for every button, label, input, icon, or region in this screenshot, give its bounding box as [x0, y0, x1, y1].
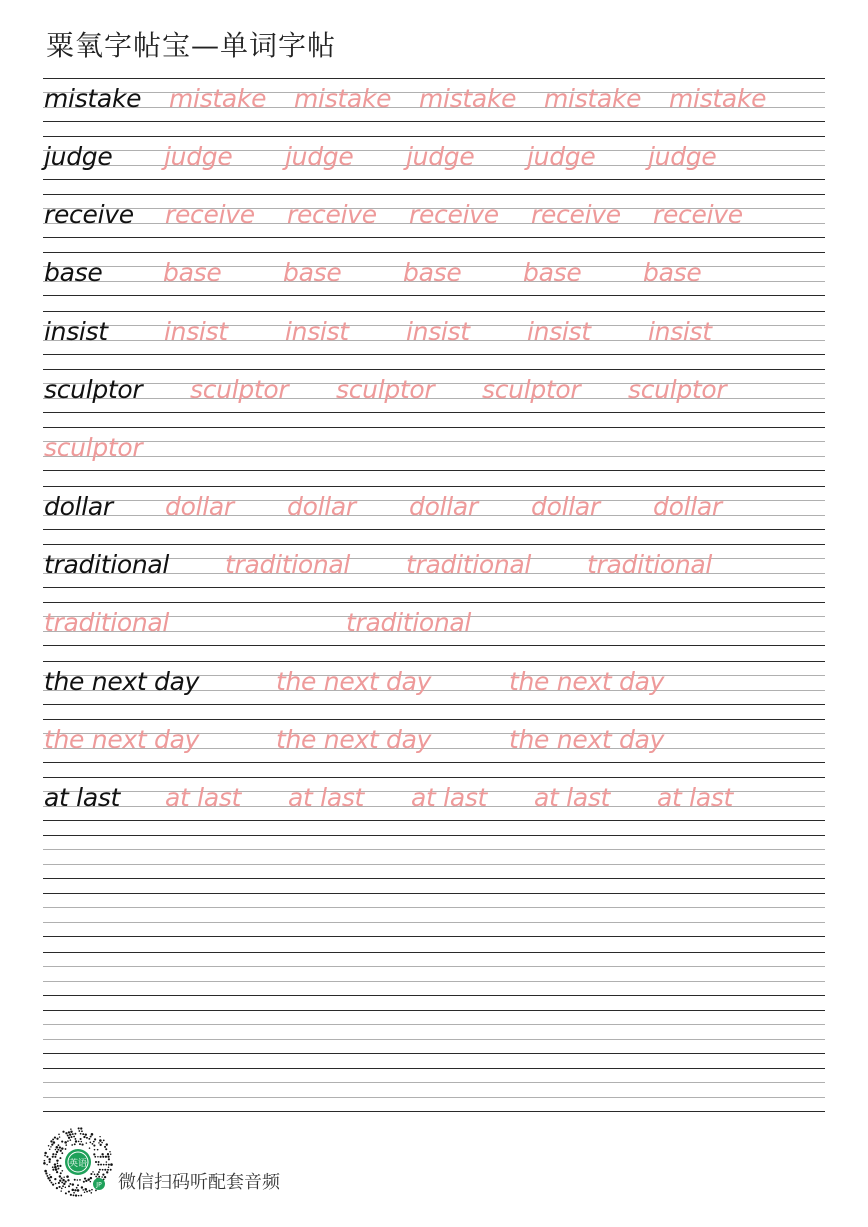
tracing-word: mistake	[669, 84, 767, 113]
model-word: the next day	[44, 667, 200, 696]
writing-row	[43, 194, 825, 238]
tracing-word: traditional	[346, 608, 472, 637]
tracing-word: mistake	[294, 84, 392, 113]
ruled-line	[43, 354, 825, 355]
ruled-line	[43, 136, 825, 137]
ruled-line	[43, 544, 825, 545]
badge-text: 英语	[68, 1159, 88, 1169]
ruled-line	[43, 966, 825, 967]
ruled-line	[43, 179, 825, 180]
ruled-line	[43, 194, 825, 195]
writing-row	[43, 427, 825, 471]
ruled-line	[43, 719, 825, 720]
tracing-word: insist	[527, 317, 591, 346]
ruled-line	[43, 369, 825, 370]
tracing-word: receive	[165, 200, 255, 229]
tracing-word: mistake	[169, 84, 267, 113]
ruled-line	[43, 1082, 825, 1083]
ruled-line	[43, 456, 825, 457]
ruled-line	[43, 922, 825, 923]
ruled-line	[43, 820, 825, 821]
tracing-word: at last	[534, 783, 611, 812]
writing-row	[43, 777, 825, 821]
writing-row	[43, 719, 825, 763]
ruled-line	[43, 952, 825, 953]
model-word: at last	[44, 783, 121, 812]
ruled-line	[43, 529, 825, 530]
tracing-word: base	[523, 258, 582, 287]
model-word: base	[44, 258, 103, 287]
model-word: traditional	[44, 550, 170, 579]
writing-row	[43, 1010, 825, 1054]
tracing-word: sculptor	[336, 375, 435, 404]
tracing-word: receive	[287, 200, 377, 229]
ruled-line	[43, 441, 825, 442]
tracing-word: the next day	[276, 725, 432, 754]
ruled-line	[43, 893, 825, 894]
corner-badge-text: JP	[96, 1181, 102, 1189]
ruled-line	[43, 864, 825, 865]
tracing-word: mistake	[544, 84, 642, 113]
ruled-line	[43, 311, 825, 312]
ruled-line	[43, 1039, 825, 1040]
ruled-line	[43, 704, 825, 705]
tracing-word: base	[403, 258, 462, 287]
writing-row	[43, 893, 825, 937]
mini-program-code-icon[interactable]	[42, 1127, 114, 1199]
model-word: judge	[44, 142, 113, 171]
writing-row	[43, 661, 825, 705]
writing-row	[43, 544, 825, 588]
writing-row	[43, 1068, 825, 1112]
writing-row	[43, 369, 825, 413]
model-word: dollar	[44, 492, 113, 521]
ruled-line	[43, 1053, 825, 1054]
tracing-word: sculptor	[44, 433, 143, 462]
writing-row	[43, 78, 825, 122]
tracing-word: mistake	[419, 84, 517, 113]
model-word: sculptor	[44, 375, 143, 404]
writing-row	[43, 136, 825, 180]
ruled-line	[43, 1097, 825, 1098]
ruled-line	[43, 237, 825, 238]
tracing-word: dollar	[287, 492, 356, 521]
ruled-line	[43, 427, 825, 428]
scan-instruction: 微信扫码听配套音频	[118, 1172, 280, 1193]
writing-row	[43, 602, 825, 646]
tracing-word: base	[163, 258, 222, 287]
tracing-word: traditional	[406, 550, 532, 579]
model-word: receive	[44, 200, 134, 229]
tracing-word: sculptor	[628, 375, 727, 404]
tracing-word: receive	[653, 200, 743, 229]
ruled-line	[43, 981, 825, 982]
ruled-line	[43, 849, 825, 850]
writing-row	[43, 252, 825, 296]
tracing-word: sculptor	[482, 375, 581, 404]
ruled-line	[43, 777, 825, 778]
tracing-word: judge	[648, 142, 717, 171]
ruled-line	[43, 121, 825, 122]
tracing-word: judge	[406, 142, 475, 171]
tracing-word: at last	[657, 783, 734, 812]
practice-sheet	[43, 78, 825, 1118]
ruled-line	[43, 1111, 825, 1112]
tracing-word: judge	[164, 142, 233, 171]
tracing-word: receive	[409, 200, 499, 229]
tracing-word: traditional	[225, 550, 351, 579]
tracing-word: judge	[527, 142, 596, 171]
tracing-word: dollar	[653, 492, 722, 521]
tracing-word: dollar	[409, 492, 478, 521]
ruled-line	[43, 936, 825, 937]
model-word: insist	[44, 317, 108, 346]
ruled-line	[43, 1010, 825, 1011]
writing-row	[43, 952, 825, 996]
ruled-line	[43, 1068, 825, 1069]
tracing-word: sculptor	[190, 375, 289, 404]
writing-row	[43, 835, 825, 879]
ruled-line	[43, 602, 825, 603]
tracing-word: insist	[648, 317, 712, 346]
ruled-line	[43, 486, 825, 487]
tracing-word: insist	[406, 317, 470, 346]
ruled-line	[43, 252, 825, 253]
tracing-word: the next day	[509, 667, 665, 696]
ruled-line	[43, 295, 825, 296]
tracing-word: judge	[285, 142, 354, 171]
ruled-line	[43, 907, 825, 908]
tracing-word: base	[283, 258, 342, 287]
tracing-word: the next day	[44, 725, 200, 754]
model-word: mistake	[44, 84, 142, 113]
ruled-line	[43, 995, 825, 996]
tracing-word: the next day	[276, 667, 432, 696]
tracing-word: insist	[164, 317, 228, 346]
ruled-line	[43, 645, 825, 646]
writing-row	[43, 311, 825, 355]
tracing-word: at last	[411, 783, 488, 812]
tracing-word: at last	[165, 783, 242, 812]
footer	[42, 1127, 442, 1197]
ruled-line	[43, 835, 825, 836]
ruled-line	[43, 1024, 825, 1025]
writing-row	[43, 486, 825, 530]
tracing-word: insist	[285, 317, 349, 346]
tracing-word: the next day	[509, 725, 665, 754]
tracing-word: traditional	[44, 608, 170, 637]
page-title: 粟氧字帖宝—单词字帖	[46, 29, 337, 62]
tracing-word: receive	[531, 200, 621, 229]
ruled-line	[43, 412, 825, 413]
ruled-line	[43, 587, 825, 588]
tracing-word: at last	[288, 783, 365, 812]
ruled-line	[43, 78, 825, 79]
ruled-line	[43, 661, 825, 662]
tracing-word: dollar	[531, 492, 600, 521]
tracing-word: traditional	[587, 550, 713, 579]
ruled-line	[43, 762, 825, 763]
tracing-word: dollar	[165, 492, 234, 521]
tracing-word: base	[643, 258, 702, 287]
ruled-line	[43, 470, 825, 471]
ruled-line	[43, 878, 825, 879]
